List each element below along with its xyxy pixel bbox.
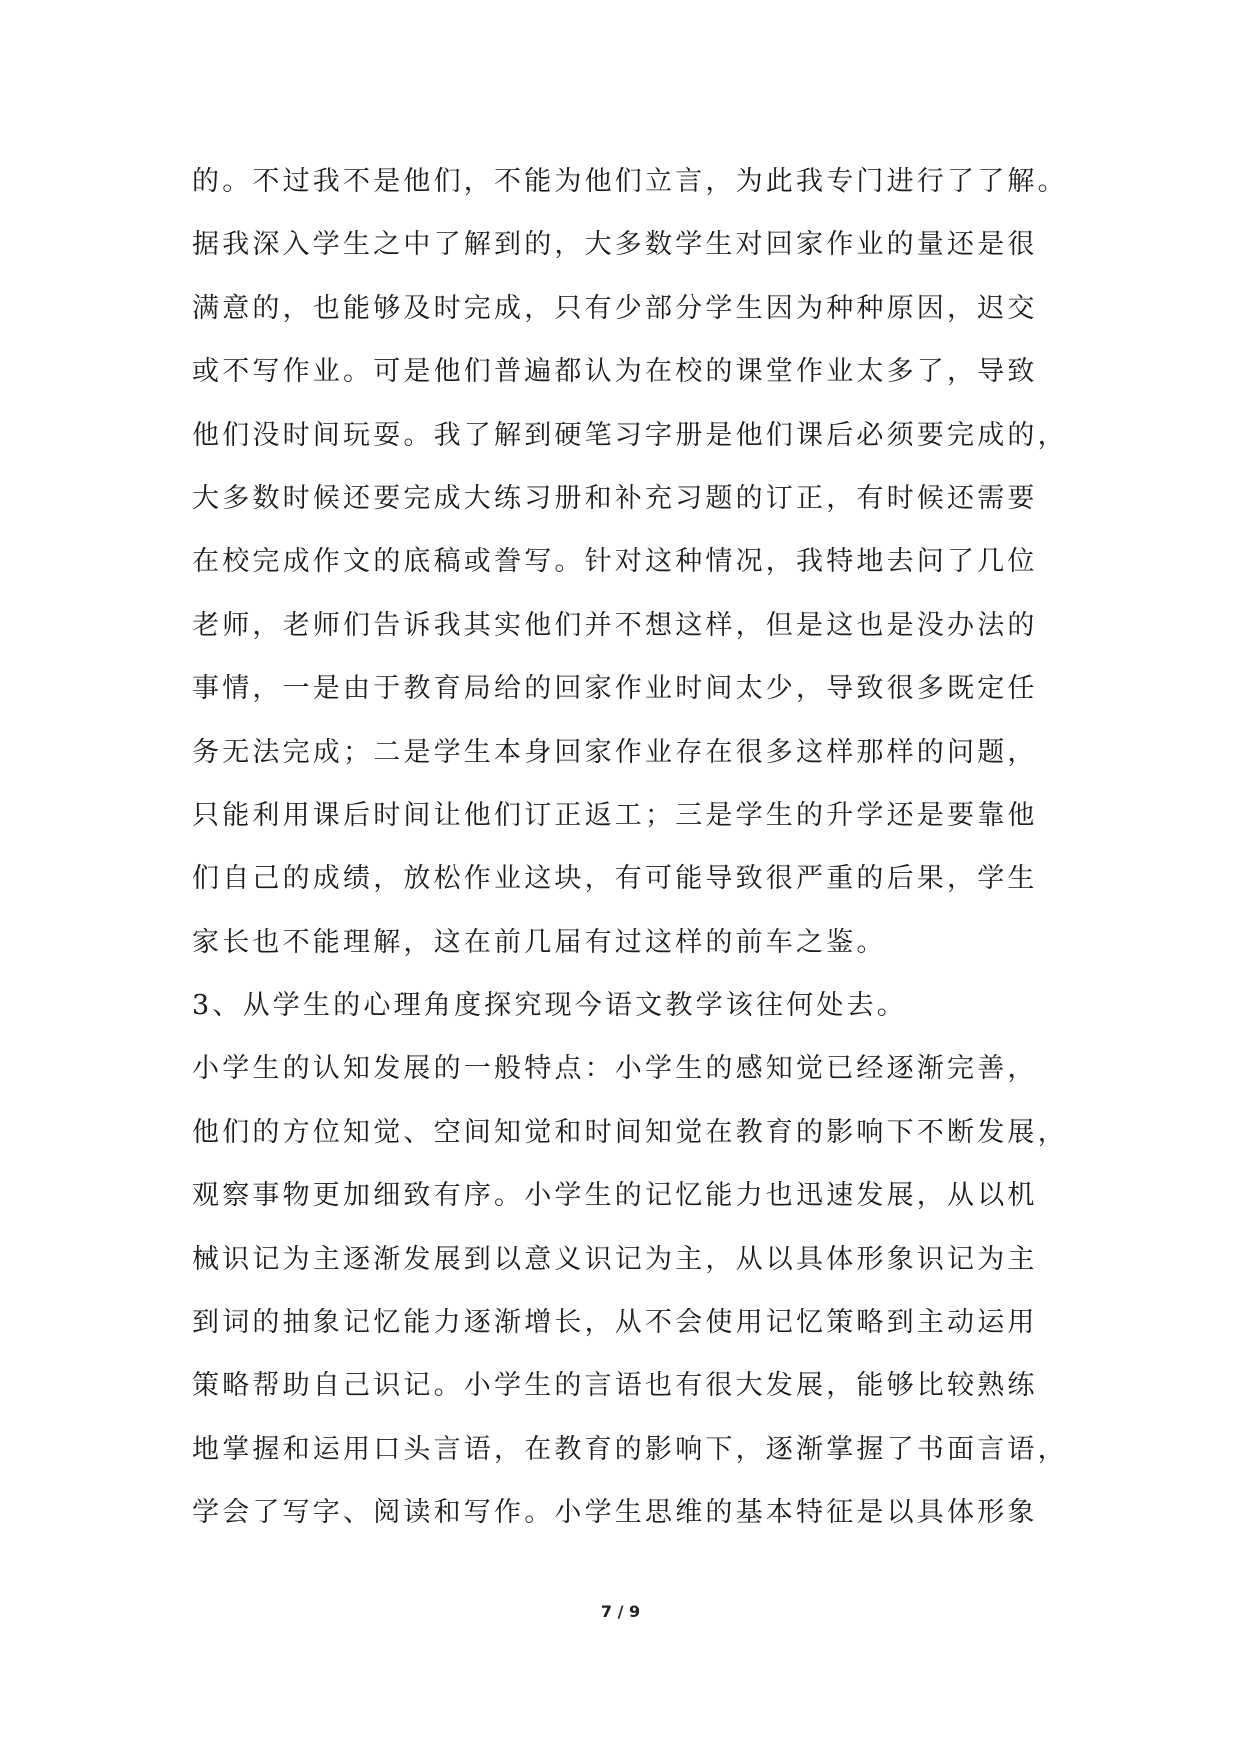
text-line: 观察事物更加细致有序。小学生的记忆能力也迅速发展，从以机 bbox=[192, 1180, 1038, 1212]
text-line: 家长也不能理解，这在前几届有过这样的前车之鉴。 bbox=[192, 926, 887, 958]
text-line: 大多数时候还要完成大练习册和补充习题的订正，有时候还需要 bbox=[192, 482, 1038, 514]
text-line: 到词的抽象记忆能力逐渐增长，从不会使用记忆策略到主动运用 bbox=[192, 1307, 1038, 1339]
text-line: 在校完成作文的底稿或誊写。针对这种情况，我特地去问了几位 bbox=[192, 546, 1038, 578]
text-line: 事情，一是由于教育局给的回家作业时间太少，导致很多既定任 bbox=[192, 673, 1038, 705]
text-line: 策略帮助自己识记。小学生的言语也有很大发展，能够比较熟练 bbox=[192, 1370, 1038, 1402]
text-line: 老师，老师们告诉我其实他们并不想这样，但是这也是没办法的 bbox=[192, 609, 1038, 641]
text-line: 他们的方位知觉、空间知觉和时间知觉在教育的影响下不断发展， bbox=[192, 1116, 1068, 1148]
text-line: 械识记为主逐渐发展到以意义识记为主，从以具体形象识记为主 bbox=[192, 1243, 1038, 1275]
text-line: 满意的，也能够及时完成，只有少部分学生因为种种原因，迟交 bbox=[192, 292, 1038, 324]
page-number: 7 / 9 bbox=[600, 1602, 641, 1621]
body-text bbox=[192, 160, 1072, 1555]
text-line: 们自己的成绩，放松作业这块，有可能导致很严重的后果，学生 bbox=[192, 863, 1038, 895]
text-line: 据我深入学生之中了解到的，大多数学生对回家作业的量还是很 bbox=[192, 229, 1038, 261]
text-line: 地掌握和运用口头言语，在教育的影响下，逐渐掌握了书面言语， bbox=[192, 1433, 1068, 1465]
text-line: 的。不过我不是他们，不能为他们立言，为此我专门进行了了解。 bbox=[192, 166, 1068, 197]
text-line: 只能利用课后时间让他们订正返工；三是学生的升学还是要靠他 bbox=[192, 799, 1038, 831]
section-heading: 3、从学生的心理角度探究现今语文教学该往何处去。 bbox=[192, 990, 907, 1022]
text-line: 或不写作业。可是他们普遍都认为在校的课堂作业太多了，导致 bbox=[192, 356, 1038, 388]
text-line: 务无法完成；二是学生本身回家作业存在很多这样那样的问题， bbox=[192, 736, 1038, 768]
text-line: 小学生的认知发展的一般特点：小学生的感知觉已经逐渐完善， bbox=[192, 1053, 1038, 1085]
text-line: 学会了写字、阅读和写作。小学生思维的基本特征是以具体形象 bbox=[192, 1497, 1038, 1529]
text-line: 他们没时间玩耍。我了解到硬笔习字册是他们课后必须要完成的， bbox=[192, 419, 1068, 451]
